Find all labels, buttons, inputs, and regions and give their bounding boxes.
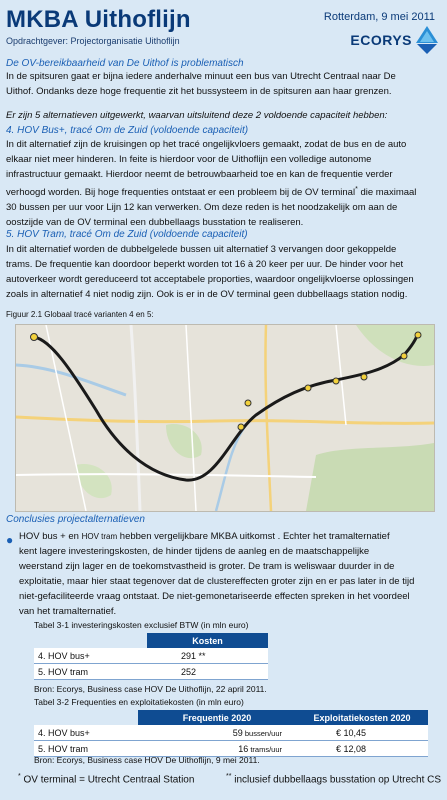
- table-header-empty: [34, 633, 147, 648]
- table1-caption: Tabel 3-1 investeringskosten exclusief BTW (in mln euro): [34, 620, 249, 630]
- section-problem-title: De OV-bereikbaarheid van De Uithof is problematisch: [6, 58, 244, 69]
- text-line: [19, 529, 441, 544]
- text-line: zoals in alternatief 4 niet nodig zijn. Ook is er in de OV terminal geen dubbellaags station nodig.: [6, 289, 408, 300]
- text-line: [6, 182, 440, 200]
- freq-unit: trams/uur: [248, 744, 282, 754]
- triangle-logo-icon: [415, 25, 439, 55]
- table-header-kosten: Kosten: [147, 633, 268, 648]
- footnote-mark: *: [18, 773, 21, 780]
- text-segment: verhoogd worden. Bij hoge frequenties ontstaat er een probleem bij de OV terminal: [6, 187, 356, 199]
- freq-unit: bussen/uur: [242, 728, 282, 738]
- footnote-text: OV terminal = Utrecht Centraal Station: [20, 774, 195, 786]
- header: [0, 0, 447, 56]
- table1-source: Bron: Ecorys, Business case HOV De Uithoflijn, 22 april 2011.: [34, 684, 267, 694]
- map-graphic: [16, 325, 434, 511]
- conclusions-title: Conclusies projectalternatieven: [6, 514, 145, 525]
- section-tram-title: 5. HOV Tram, tracé Om de Zuid (voldoende capaciteit): [6, 229, 248, 240]
- investment-table: [34, 633, 268, 680]
- page-title: MKBA Uithoflijn: [6, 6, 191, 33]
- freq-number: 16: [238, 743, 249, 754]
- table-cell: € 10,45: [296, 725, 428, 741]
- table-cell: 5. HOV tram: [34, 664, 147, 680]
- footnote-2: [226, 773, 441, 785]
- table2-caption: Tabel 3-2 Frequenties en exploitatiekosten (in mln euro): [34, 697, 244, 707]
- section-tram-text: [6, 242, 440, 302]
- table-header-empty: [34, 710, 138, 725]
- table-row: [34, 725, 428, 741]
- text-line: kent lagere investeringskosten, de hinder tijdens de aanleg en de maatschappelijke: [19, 546, 370, 557]
- table-cell: 4. HOV bus+: [34, 725, 138, 741]
- section-bus-text: [6, 137, 440, 230]
- conclusions-text: [19, 529, 441, 619]
- text-segment: HOV tram: [81, 532, 118, 541]
- table-cell: € 12,08: [296, 741, 428, 757]
- alternatives-intro: Er zijn 5 alternatieven uitgewerkt, waarvan uitsluitend deze 2 voldoende capaciteit hebben:: [6, 110, 388, 121]
- text-segment: hebben vergelijkbare MKBA uitkomst . Echter het tramalternatief: [117, 531, 390, 542]
- text-line: infrastructuur gemaakt. Hierdoor neemt de betrouwbaarheid toe en kan de frequentie verder: [6, 169, 393, 180]
- text-line: In dit alternatief zijn de kruisingen op het tracé ongelijkvloers gemaakt, zodat de bus en de auto: [6, 139, 407, 150]
- logo-text: ECORYS: [350, 32, 412, 48]
- section-bus-title: 4. HOV Bus+, tracé Om de Zuid (voldoende capaciteit): [6, 125, 249, 136]
- text-line: In dit alternatief worden de dubbelgelede bussen uit alternatief 3 vervangen door gekoppelde: [6, 244, 397, 255]
- text-line: van het tramalternatief.: [19, 606, 117, 617]
- table-cell: 291 **: [147, 648, 268, 664]
- footnote-1: [18, 773, 194, 785]
- client-line: Opdrachtgever: Projectorganisatie Uithoflijn: [6, 36, 180, 46]
- freq-number: 59: [232, 727, 243, 738]
- table2-source: Bron: Ecorys, Business case HOV De Uithoflijn, 9 mei 2011.: [34, 755, 260, 765]
- text-segment: HOV bus + en: [19, 531, 82, 542]
- text-line: oostzijde van de OV terminal een dubbellaags busstation te realiseren.: [6, 217, 304, 229]
- table-cell: [138, 725, 296, 741]
- ecorys-logo: [350, 25, 439, 55]
- text-line: 30 bussen per uur voor Lijn 12 kan verwerken. Om deze reden is het noodzakelijk om aan de: [6, 202, 398, 214]
- figure-caption: Figuur 2.1 Globaal tracé varianten 4 en 5:: [6, 310, 154, 319]
- date-line: Rotterdam, 9 mei 2011: [323, 11, 435, 23]
- footnote-text: inclusief dubbellaags busstation op Utrecht CS: [231, 774, 442, 786]
- table-row: [34, 664, 268, 680]
- section-problem-text: [6, 69, 440, 99]
- table-header-frequentie: Frequentie 2020: [138, 710, 296, 725]
- table-row: [34, 648, 268, 664]
- text-line: In de spitsuren gaat er bijna iedere anderhalve minuut een bus van Utrecht Centraal naar De: [6, 71, 396, 82]
- table-cell: 4. HOV bus+: [34, 648, 147, 664]
- text-line: trams. De frequentie kan doordoor beperkt worden tot 16 à 20 keer per uur. De hinder voor het: [6, 259, 404, 270]
- text-segment: die maximaal: [357, 187, 417, 199]
- table-cell: 5. HOV tram: [34, 741, 138, 757]
- table-header-exploitatie: Exploitatiekosten 2020: [296, 710, 428, 725]
- text-line: Uithof. Ondanks deze hoge frequentie zit het bussysteem in de spitsuren aan haar grenzen.: [6, 86, 392, 97]
- text-line: autoverkeer wordt gereduceerd tot acceptabele proporties, waardoor ongelijkvloerse oplossingen: [6, 274, 414, 285]
- text-line: exploitatie, maar hier staat tegenover dat de clustereffecten groter zijn en er pas later in de tijd: [19, 576, 415, 587]
- route-map: [15, 324, 435, 512]
- table-cell: 252: [147, 664, 268, 680]
- text-line: elkaar niet meer hinderen. In feite is hierdoor voor de Uithoflijn een volledige autonome: [6, 154, 372, 165]
- text-line: niet-gefaciliteerde vraag ontstaat. De niet-gemonetariseerde effecten spreken in het voordeel: [19, 591, 410, 602]
- bullet-icon: ●: [6, 533, 14, 547]
- text-line: weerstand zijn lager en de toekomstvastheid is groter. De tram is weliswaar duurder in de: [19, 561, 395, 572]
- frequency-table: [34, 710, 428, 757]
- footnote-mark: *: [355, 186, 358, 193]
- footnote-mark: **: [226, 773, 232, 780]
